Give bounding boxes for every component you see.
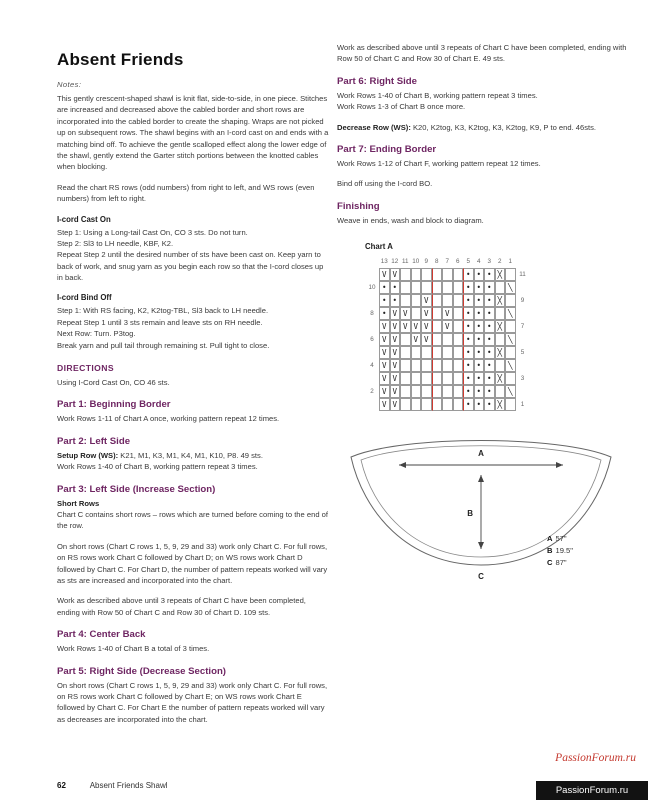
chart-row-number: 5 [520, 349, 525, 357]
chart-cell [411, 385, 422, 398]
chart-cell: V [411, 320, 422, 333]
paragraph: This gently crescent-shaped shawl is knit flat, side-to-side, in one piece. Stitches are increased and decreased above the cabled border and short rows are incorporated into the cabled border to create the shaping. Wraps are not picked up on subsequent rows. The shawl begins with an I-cord cast on and ends with a matching bind off. To achieve the gentle scalloped effect along the lower edge of the shawl, gently extend the Garter stitch portions between the knotted cables when blocking. [57, 94, 329, 172]
chart-cell [400, 268, 411, 281]
chart-cell: V [390, 385, 401, 398]
paragraph: Work Rows 1-40 of Chart B, working pattern repeat 3 times. [337, 90, 538, 100]
page-number: 62 [57, 781, 66, 790]
chart-col-number: 10 [412, 258, 420, 266]
section-heading: Part 1: Beginning Border [57, 399, 171, 411]
chart-col-number: 11 [401, 258, 409, 266]
paragraph: Repeat Step 2 until the desired number of sts have been cast on. Keep yarn to back of work, and snug yarn as you begin each row so that the I-cord closes up in back. [57, 250, 324, 283]
chart-cell [400, 333, 411, 346]
chart-col-number: 2 [497, 258, 502, 266]
paragraph: Using I-Cord Cast On, CO 46 sts. [57, 378, 170, 388]
measurement-a-value: 57" [555, 534, 567, 544]
paragraph: Setup Row (WS): K21, M1, K3, M1, K4, M1, K10, P8. 49 sts. [57, 450, 263, 460]
chart-cell [400, 385, 411, 398]
chart-row-number: 8 [370, 310, 374, 318]
chart-cell [495, 333, 506, 346]
schematic-label-c: C [478, 572, 484, 582]
chart-cell: • [463, 281, 474, 294]
chart-cell [432, 333, 443, 346]
chart-cell: • [390, 281, 401, 294]
chart-cell: V [390, 268, 401, 281]
paragraph: On short rows (Chart C rows 1, 5, 9, 29 and 33) work only Chart C. For full rows, on RS rows work Chart C followed by Chart E; on WS rows work Chart E followed by Chart C. For Chart E the number of pattern repeats worked will vary as decreases are incorporated into the chart. [57, 680, 328, 724]
chart-cell: ╳ [495, 346, 506, 359]
chart-cell: V [421, 320, 432, 333]
chart-cell [432, 307, 443, 320]
section-heading: Finishing [337, 200, 380, 212]
schematic-label-b: B [467, 509, 473, 519]
paragraph: Work Rows 1-11 of Chart A once, working pattern repeat 12 times. [57, 414, 280, 424]
section-heading: Part 6: Right Side [337, 75, 417, 87]
chart-cell: V [379, 372, 390, 385]
measurement-b-value: 19.5" [555, 545, 573, 555]
chart-cell [411, 398, 422, 411]
chart-row-number [365, 372, 379, 385]
measurement-b [547, 545, 573, 557]
chart-cell: • [474, 398, 485, 411]
page-footer [57, 781, 168, 790]
chart-cell: V [390, 372, 401, 385]
chart-cell [505, 320, 516, 333]
chart-cell [400, 346, 411, 359]
chart-cell: V [390, 398, 401, 411]
section-heading: Part 3: Left Side (Increase Section) [57, 483, 216, 495]
chart-cell [411, 359, 422, 372]
chart-cell [432, 346, 443, 359]
section-heading: Part 4: Center Back [57, 629, 146, 641]
subsection-heading: I-cord Cast On [57, 214, 111, 224]
measurement-c-value: 87" [555, 557, 567, 567]
paragraph: On short rows (Chart C rows 1, 5, 9, 29 and 33) work only Chart C. For full rows, on RS rows work Chart C followed by Chart D; on WS rows work Chart D followed by Chart C. For Chart D, the number of pattern repeats worked will vary as sts are increased and incorporated into the chart. [57, 541, 328, 585]
chart-cell [495, 307, 506, 320]
measurement-c-key: C [547, 557, 553, 567]
paragraph: Chart C contains short rows – rows which are turned before coming to the end of the row. [57, 509, 328, 531]
chart-row-number: 3 [520, 375, 525, 383]
chart-cell: • [474, 281, 485, 294]
chart-cell [400, 294, 411, 307]
chart-cell: V [390, 307, 401, 320]
chart-cell: ╲ [505, 333, 516, 346]
chart-col-number: 4 [476, 258, 481, 266]
bold-label: Short Rows [57, 498, 100, 508]
schematic [341, 425, 633, 587]
chart-row-number: 6 [370, 336, 374, 344]
chart-cell [411, 268, 422, 281]
chart-cell [432, 385, 443, 398]
chart-cell: • [484, 281, 495, 294]
paragraph: Work Rows 1-3 of Chart B once more. [337, 102, 466, 112]
chart-cell [432, 294, 443, 307]
chart-row-number: 2 [370, 388, 374, 396]
chart-cell: • [484, 268, 495, 281]
chart-cell: • [484, 398, 495, 411]
chart-cell [495, 385, 506, 398]
arrow-a-head-left [399, 462, 406, 468]
chart-cell: V [411, 333, 422, 346]
measurement-c [547, 557, 573, 569]
chart-cell [453, 385, 464, 398]
chart-row-number: 10 [368, 284, 376, 292]
watermark-bar: PassionForum.ru [536, 781, 648, 800]
chart-cell [453, 372, 464, 385]
arrow-a-head-right [556, 462, 563, 468]
chart-cell: V [421, 307, 432, 320]
chart-cell: V [390, 346, 401, 359]
chart-cell [453, 333, 464, 346]
chart-cell: • [474, 385, 485, 398]
chart-cell: ╲ [505, 307, 516, 320]
chart-cell: ╲ [505, 359, 516, 372]
chart-cell [505, 294, 516, 307]
chart-cell: V [379, 320, 390, 333]
chart-row-number: 11 [519, 271, 526, 279]
chart-cell: V [390, 320, 401, 333]
paragraph: Next Row: Turn. P3tog. [57, 329, 136, 339]
paragraph: Decrease Row (WS): K20, K2tog, K3, K2tog, K3, K2tog, K9, P to end. 46sts. [337, 122, 597, 132]
chart-cell [442, 359, 453, 372]
chart-col-number: 9 [424, 258, 428, 266]
chart-cell: V [379, 268, 390, 281]
chart-cell: • [474, 320, 485, 333]
chart-cell: • [463, 372, 474, 385]
paragraph: Work Rows 1-12 of Chart F, working pattern repeat 12 times. [337, 158, 541, 168]
chart-cell: • [474, 294, 485, 307]
chart-cell: V [379, 346, 390, 359]
chart-cell: ╳ [495, 294, 506, 307]
chart-cell [421, 372, 432, 385]
chart-cell: • [463, 385, 474, 398]
paragraph: Weave in ends, wash and block to diagram. [337, 215, 484, 225]
chart-cell [442, 398, 453, 411]
chart-cell: ╳ [495, 320, 506, 333]
chart-cell [421, 346, 432, 359]
chart-cell [442, 385, 453, 398]
chart-cell [432, 281, 443, 294]
chart-cell [442, 346, 453, 359]
chart-cell: • [484, 333, 495, 346]
page-title: Absent Friends [57, 50, 184, 69]
chart-cell: V [379, 359, 390, 372]
chart-title: Chart A [365, 242, 393, 252]
paragraph: Work Rows 1-40 of Chart B a total of 3 times. [57, 644, 210, 654]
chart-cell [505, 372, 516, 385]
chart-cell: • [463, 294, 474, 307]
chart-cell [442, 372, 453, 385]
paragraph: Work Rows 1-40 of Chart B, working pattern repeat 3 times. [57, 462, 258, 472]
chart-cell [400, 398, 411, 411]
chart-col-number: 7 [445, 258, 449, 266]
chart-row-number [365, 398, 379, 411]
chart-cell [400, 372, 411, 385]
chart-cell: V [442, 320, 453, 333]
chart-cell: • [474, 359, 485, 372]
measurement-b-key: B [547, 545, 553, 555]
chart-cell: • [463, 346, 474, 359]
schematic-label-a: A [478, 449, 484, 459]
chart-cell [505, 398, 516, 411]
chart-grid [365, 255, 635, 411]
chart-cell [453, 281, 464, 294]
chart-cell: • [484, 346, 495, 359]
chart-cell: • [379, 281, 390, 294]
arrow-b-head-bottom [478, 542, 484, 549]
chart-cell: ╲ [505, 281, 516, 294]
section-heading: Part 5: Right Side (Decrease Section) [57, 665, 227, 677]
paragraph: Work as described above until 3 repeats of Chart C have been completed, ending with Row 50 of Chart C and Row 30 of Chart D. 109 sts. [57, 596, 306, 617]
section-heading: Part 7: Ending Border [337, 143, 437, 155]
chart-row-number [365, 320, 379, 333]
chart-cell: • [463, 268, 474, 281]
chart-row-number: 7 [520, 323, 525, 331]
chart-row-number: 4 [370, 362, 374, 370]
paragraph: Step 2: Sl3 to LH needle, KBF, K2. [57, 238, 174, 248]
chart-col-number: 1 [508, 258, 512, 266]
watermark-text: PassionForum.ru [555, 752, 636, 764]
left-column [57, 50, 329, 734]
chart-corner [516, 255, 530, 268]
chart-row-number: 1 [520, 401, 525, 409]
chart-cell [495, 281, 506, 294]
chart-cell [453, 307, 464, 320]
chart-cell [421, 268, 432, 281]
chart-cell: V [400, 307, 411, 320]
paragraph: Break yarn and pull tail through remaining st. Pull tight to close. [57, 340, 270, 350]
chart-col-number: 13 [380, 258, 388, 266]
chart-cell [411, 307, 422, 320]
chart-cell [411, 372, 422, 385]
chart-a-block [365, 242, 635, 411]
chart-cell: • [484, 372, 495, 385]
chart-cell [432, 398, 443, 411]
chart-corner [365, 255, 379, 268]
chart-cell [421, 281, 432, 294]
chart-cell [453, 320, 464, 333]
chart-cell [505, 268, 516, 281]
section-heading: Part 2: Left Side [57, 435, 131, 447]
chart-cell [432, 320, 443, 333]
chart-cell: • [463, 398, 474, 411]
directions-heading: DIRECTIONS [57, 363, 114, 374]
chart-col-number: 6 [455, 258, 460, 266]
chart-col-number: 12 [391, 258, 399, 266]
chart-cell: V [400, 320, 411, 333]
chart-cell: V [390, 333, 401, 346]
chart-col-number: 3 [487, 258, 491, 266]
chart-cell [421, 359, 432, 372]
chart-cell: V [379, 333, 390, 346]
chart-cell [495, 359, 506, 372]
measurement-a [547, 533, 573, 545]
chart-cell [432, 372, 443, 385]
chart-row-number [516, 281, 530, 294]
chart-cell [400, 281, 411, 294]
chart-cell: • [463, 359, 474, 372]
chart-cell [421, 398, 432, 411]
chart-cell: V [379, 398, 390, 411]
chart-cell: • [463, 307, 474, 320]
chart-cell [453, 346, 464, 359]
chart-cell: • [484, 307, 495, 320]
chart-cell: • [484, 359, 495, 372]
chart-cell: • [484, 385, 495, 398]
chart-cell: • [484, 294, 495, 307]
paragraph: Repeat Step 1 until 3 sts remain and leave sts on RH needle. [57, 317, 263, 327]
measurement-a-key: A [547, 534, 553, 544]
chart-row-number [365, 346, 379, 359]
chart-cell: • [379, 307, 390, 320]
chart-cell [442, 294, 453, 307]
chart-cell [432, 268, 443, 281]
paragraph: Step 1: Using a Long-tail Cast On, CO 3 sts. Do not turn. [57, 227, 248, 237]
chart-cell: • [484, 320, 495, 333]
chart-row-number [516, 333, 530, 346]
schematic-measurements [547, 533, 573, 568]
chart-cell [453, 398, 464, 411]
notes-label: Notes: [57, 80, 82, 89]
chart-cell [453, 294, 464, 307]
footer-title: Absent Friends Shawl [89, 781, 168, 790]
chart-cell: • [474, 346, 485, 359]
subsection-heading: I-cord Bind Off [57, 293, 112, 303]
chart-cell: • [463, 333, 474, 346]
chart-cell: V [442, 307, 453, 320]
chart-cell: • [474, 333, 485, 346]
chart-cell: • [379, 294, 390, 307]
chart-cell: • [474, 268, 485, 281]
paragraph: Read the chart RS rows (odd numbers) from right to left, and WS rows (even numbers) from left to right. [57, 182, 315, 204]
chart-cell [453, 359, 464, 372]
chart-col-number: 8 [434, 258, 439, 266]
chart-cell: V [421, 294, 432, 307]
paragraph: Bind off using the I-cord BO. [337, 179, 433, 189]
chart-row-number [365, 294, 379, 307]
chart-row-number [516, 385, 530, 398]
right-column [337, 42, 635, 587]
chart-cell: • [474, 307, 485, 320]
chart-cell: V [390, 359, 401, 372]
chart-cell [421, 385, 432, 398]
chart-cell [432, 359, 443, 372]
chart-cell: • [390, 294, 401, 307]
chart-row-number: 9 [520, 297, 525, 305]
chart-cell: ╳ [495, 372, 506, 385]
schematic-drawing [341, 425, 633, 587]
paragraph: Step 1: With RS facing, K2, K2tog-TBL, Sl3 back to LH needle. [57, 306, 269, 316]
chart-cell [442, 333, 453, 346]
chart-row-number [365, 268, 379, 281]
chart-cell [453, 268, 464, 281]
chart-col-number: 5 [466, 258, 470, 266]
chart-cell: V [379, 385, 390, 398]
chart-cell [400, 359, 411, 372]
chart-cell: ╳ [495, 268, 506, 281]
chart-cell [411, 281, 422, 294]
chart-cell [411, 346, 422, 359]
chart-cell: • [474, 372, 485, 385]
chart-cell: ╳ [495, 398, 506, 411]
chart-row-number [516, 359, 530, 372]
chart-cell: V [421, 333, 432, 346]
chart-cell: ╲ [505, 385, 516, 398]
chart-cell [505, 346, 516, 359]
chart-cell [411, 294, 422, 307]
chart-cell [442, 281, 453, 294]
chart-cell: • [463, 320, 474, 333]
arrow-b-head-top [478, 475, 484, 482]
right-column-text [337, 42, 635, 226]
paragraph: Work as described above until 3 repeats of Chart C have been completed, ending with Row 50 of Chart C and Row 30 of Chart E. 49 sts. [337, 43, 627, 64]
chart-cell [442, 268, 453, 281]
chart-row-number [516, 307, 530, 320]
